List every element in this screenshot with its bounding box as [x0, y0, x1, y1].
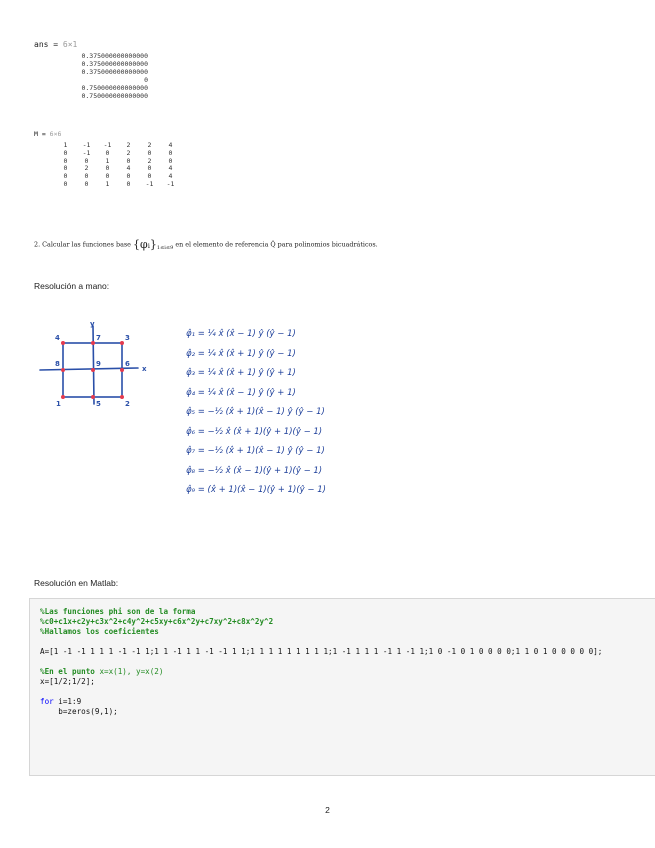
formula-line: φ̂₃ = ¼ x̂ (x̂ + 1) ŷ (ŷ + 1) — [186, 368, 296, 378]
ans-value: 0.375000000000000 — [81, 68, 148, 77]
code-comment: %Las funciones phi son de la forma — [40, 607, 196, 616]
task-number: 2. — [34, 240, 41, 249]
reference-element-sketch — [30, 318, 160, 410]
output-matrix — [55, 142, 181, 189]
task-text-after: en el elemento de referencia Q̂ para polinomios bicuadráticos. — [175, 240, 378, 249]
node-dot — [61, 395, 65, 399]
ans-value: 0.750000000000000 — [81, 92, 148, 101]
node-dot — [120, 368, 124, 372]
formula-line: φ̂₅ = −½ (x̂ + 1)(x̂ − 1) ŷ (ŷ − 1) — [186, 407, 325, 417]
basis-function-formulas — [186, 325, 326, 501]
formula-line: φ̂₄ = ¼ x̂ (x̂ − 1) ŷ (ŷ + 1) — [186, 387, 296, 398]
axis-label-x: x — [142, 365, 147, 373]
ans-value: 0.750000000000000 — [81, 84, 148, 93]
node-dot — [91, 368, 95, 372]
node-label: 2 — [125, 400, 130, 408]
code-line: for i=1:9 — [40, 697, 82, 706]
code-comment: %c0+c1x+c2y+c3x^2+c4y^2+c5xy+c6x^2y+c7xy^2+c8x^2y^2 — [40, 617, 274, 626]
ans-value: 0 — [144, 76, 148, 85]
node-label: 8 — [55, 360, 60, 368]
node-dot — [120, 395, 124, 399]
matrix-row: 0 0 1 0 -1 -1 — [63, 179, 175, 188]
page-number: 2 — [325, 805, 330, 815]
node-label: 1 — [56, 400, 61, 408]
y-axis-line — [93, 326, 94, 404]
phi-set-symbol: {φᵢ} — [133, 238, 157, 251]
formula-line: φ̂₆ = −½ x̂ (x̂ + 1)(ŷ + 1)(ŷ − 1) — [186, 426, 323, 437]
task-statement — [34, 238, 378, 251]
node-label: 7 — [96, 334, 101, 342]
output-label-matrix: M = 6×6 — [34, 130, 62, 138]
heading-matlab: Resolución en Matlab: — [34, 578, 119, 588]
formula-line: φ̂₁ = ¼ x̂ (x̂ − 1) ŷ (ŷ − 1) — [186, 329, 296, 339]
code-line: x=[1/2;1/2]; — [40, 677, 95, 686]
node-label: 6 — [125, 360, 130, 368]
node-dot — [91, 395, 95, 399]
output-label-ans: ans = 6×1 — [34, 40, 78, 49]
formula-line: φ̂₂ = ¼ x̂ (x̂ + 1) ŷ (ŷ − 1) — [186, 348, 296, 359]
code-comment: %Hallamos los coeficientes — [40, 627, 159, 636]
matrix-row: 0 0 0 0 0 4 — [63, 172, 173, 181]
node-dot — [120, 341, 124, 345]
phi-set-subscript: 1≤i≤9 — [156, 244, 174, 251]
matrix-row: 0 0 1 0 2 0 — [63, 156, 173, 165]
node-label: 5 — [96, 400, 101, 408]
code-line: %En el punto x=x(1), y=x(2) — [40, 667, 164, 676]
axis-label-y: y — [90, 320, 95, 328]
code-line: A=[1 -1 -1 1 1 1 -1 -1 1;1 1 -1 1 1 -1 -1 1 1;1 1 1 1 1 1 1 1 1;1 -1 1 1 1 -1 1 -1 1;1 0 -1 0 1 0 0 0 0;1 1 0 1 0 0 0 0 0]; — [40, 647, 603, 656]
formula-line: φ̂₈ = −½ x̂ (x̂ − 1)(ŷ + 1)(ŷ − 1) — [186, 465, 323, 476]
matrix-row: 1 -1 -1 2 2 4 — [63, 141, 173, 149]
node-label: 4 — [55, 334, 60, 342]
formula-line: φ̂₉ = (x̂ + 1)(x̂ − 1)(ŷ + 1)(ŷ − 1) — [186, 485, 326, 495]
matrix-row: 0 2 0 4 0 4 — [63, 164, 173, 173]
formula-line: φ̂₇ = −½ (x̂ + 1)(x̂ − 1) ŷ (ŷ − 1) — [186, 446, 325, 456]
node-label: 3 — [125, 334, 130, 342]
node-label: 9 — [96, 360, 101, 368]
node-dot — [61, 368, 65, 372]
output-values-ans — [58, 52, 148, 101]
matlab-code-block — [29, 598, 655, 776]
heading-by-hand: Resolución a mano: — [34, 281, 110, 291]
ans-value: 0.375000000000000 — [81, 60, 148, 69]
matrix-row: 0 -1 0 2 0 0 — [63, 148, 173, 157]
ans-value: 0.375000000000000 — [81, 52, 148, 60]
task-text-before: Calcular las funciones base — [42, 240, 131, 249]
node-dot — [91, 341, 95, 345]
node-dot — [61, 341, 65, 345]
code-line: b=zeros(9,1); — [40, 707, 118, 716]
